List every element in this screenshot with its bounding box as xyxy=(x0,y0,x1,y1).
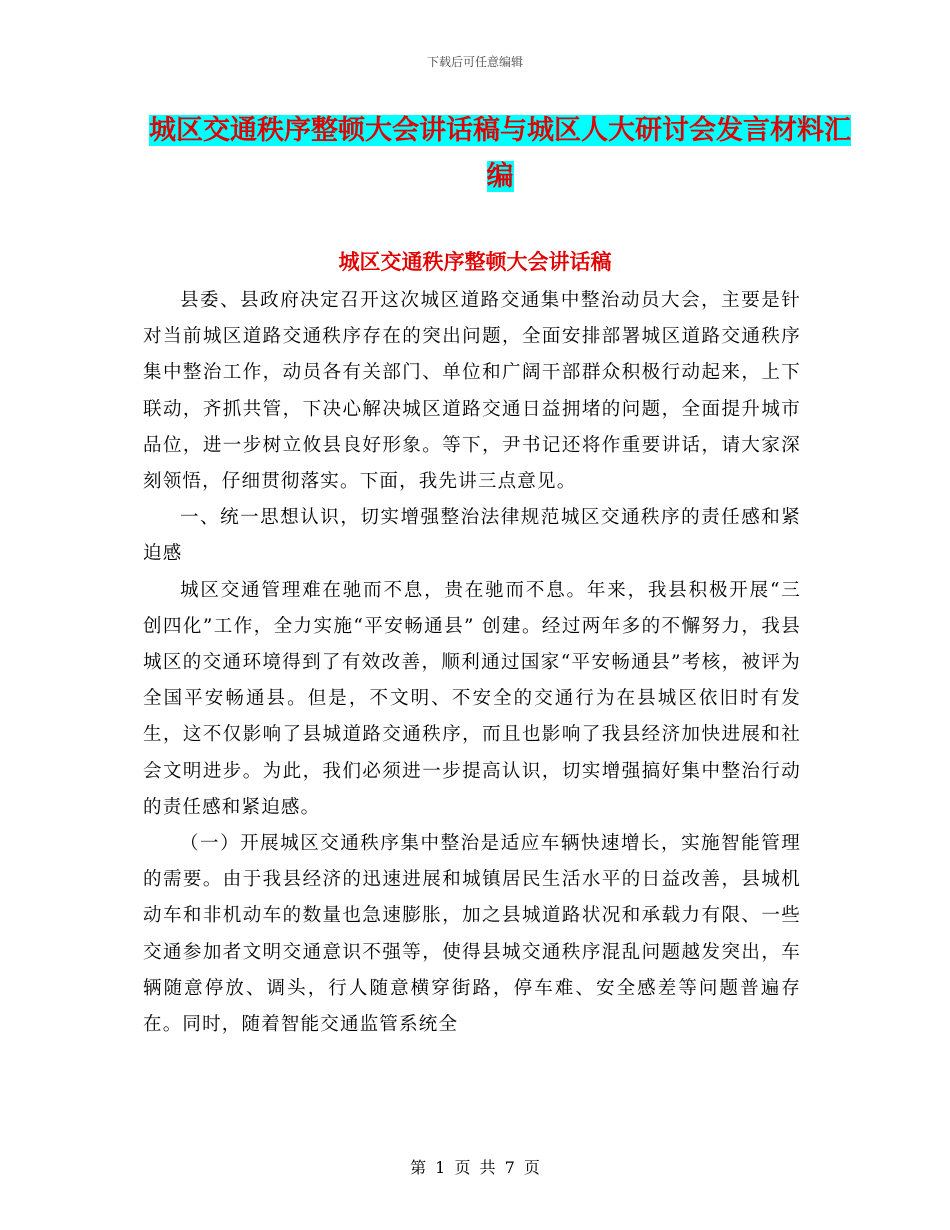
paragraph-3: 城区交通管理难在驰而不息，贵在驰而不息。年来，我县积极开展“三创四化”工作，全力实施“平安畅通县” 创建。经过两年多的不懈努力，我县城区的交通环境得到了有效改善，顺利通过国家“平安畅通县”考核，被评为全国平安畅通县。但是，不文明、不安全的交通行为在县城区依旧时有发生，这不仅影响了县城道路交通秩序，而且也影响了我县经济加快进展和社会文明进步。为此，我们必须进一步提高认识，切实增强搞好集中整治行动的责任感和紧迫感。 xyxy=(143,579,801,818)
paragraph-4: （一）开展城区交通秩序集中整治是适应车辆快速增长，实施智能管理的需要。由于我县经济的迅速进展和城镇居民生活水平的日益改善，县城机动车和非机动车的数量也急速膨胀，加之县城道路状况和承载力有限、一些交通参加者文明交通意识不强等，使得县城交通秩序混乱问题越发突出，车辆随意停放、调头，行人随意横穿街路，停车难、安全感差等问题普遍存在。同时，随着智能交通监管系统全 xyxy=(143,833,801,1036)
paragraph-1: 县委、县政府决定召开这次城区道路交通集中整治动员大会，主要是针对当前城区道路交通秩序存在的突出问题，全面安排部署城区道路交通秩序集中整治工作，动员各有关部门、单位和广阔干部群众积极行动起来，上下联动，齐抓共管，下决心解决城区道路交通日益拥堵的问题，全面提升城市品位，进一步树立攸县良好形象。等下，尹书记还将作重要讲话，请大家深刻领悟，仔细贯彻落实。下面，我先讲三点意见。 xyxy=(143,290,801,493)
document-title xyxy=(140,108,860,200)
section-title: 城区交通秩序整顿大会讲话稿 xyxy=(338,250,612,274)
header-note: 下载后可任意编辑 xyxy=(426,55,523,69)
body-text xyxy=(143,283,801,1043)
page-number-footer: 第 1 页 共 7 页 xyxy=(410,1158,540,1177)
paragraph-2: 一、统一思想认识，切实增强整治法律规范城区交通秩序的责任感和紧迫感 xyxy=(143,507,801,565)
document-title-text: 城区交通秩序整顿大会讲话稿与城区人大研讨会发言材料汇编 xyxy=(149,115,851,192)
